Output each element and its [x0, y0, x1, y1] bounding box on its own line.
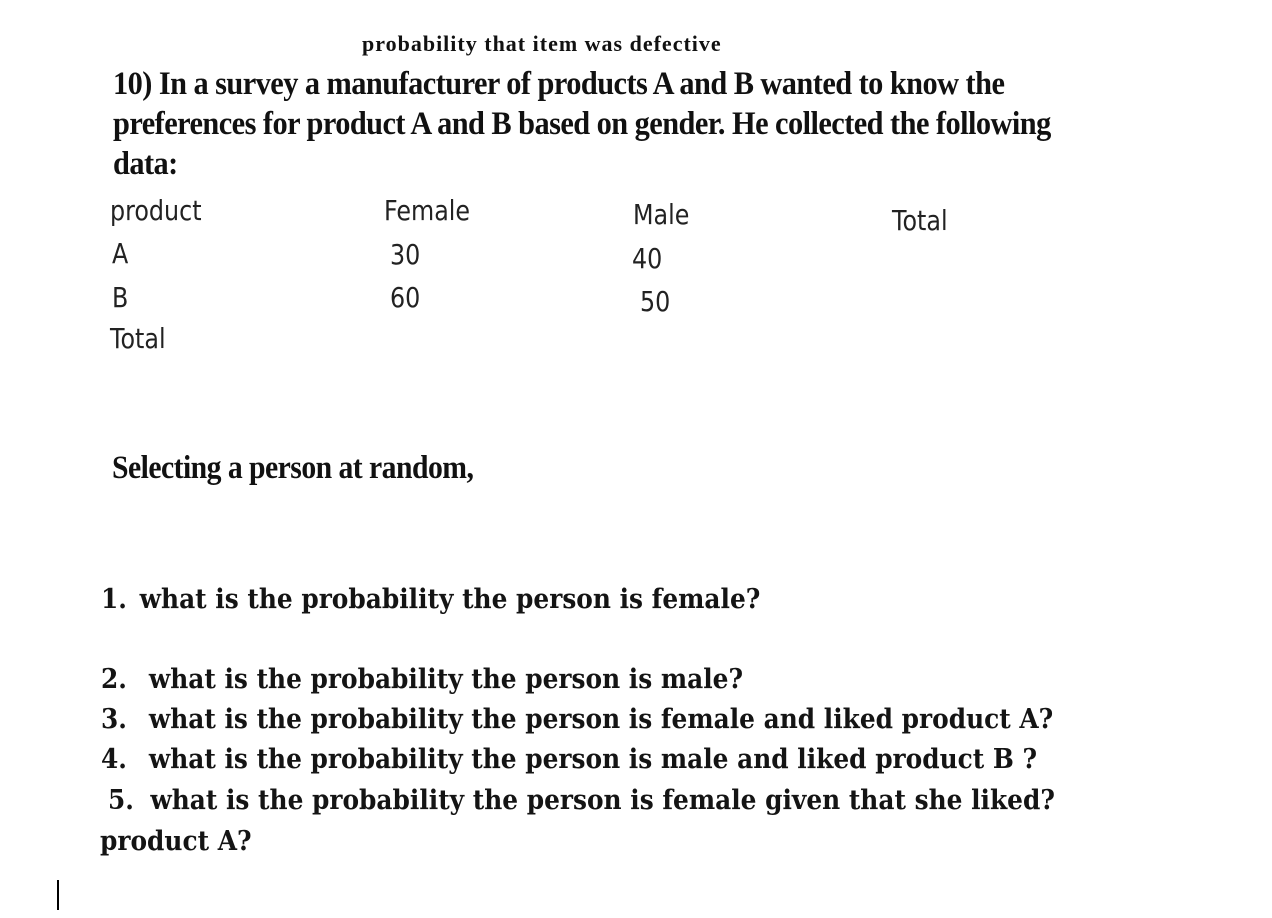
question-text: what is the probability the person is female given that she liked? [150, 785, 1055, 816]
row-b-male: 50 [640, 285, 671, 318]
question-text: what is the probability the person is female? [139, 584, 761, 615]
question-item-2 [101, 664, 743, 695]
row-total-label: Total [110, 322, 166, 355]
question-text: what is the probability the person is female and liked product A? [148, 704, 1054, 735]
question-number: 3. [101, 704, 127, 735]
header-female: Female [384, 194, 471, 227]
row-a-label: A [112, 237, 129, 270]
question-number: 5. [108, 785, 134, 816]
question-item-5 [108, 785, 1055, 816]
clipped-previous-line [362, 31, 862, 56]
row-b-female: 60 [390, 281, 421, 314]
question-item-4 [101, 744, 1037, 775]
question-number: 2. [101, 664, 127, 695]
question-text: what is the probability the person is male and liked product B ? [148, 744, 1038, 775]
row-a-male: 40 [632, 242, 663, 275]
question-item-3 [101, 704, 1053, 735]
instruction-text: Selecting a person at random, [112, 450, 474, 486]
row-b-label: B [112, 281, 129, 314]
question-item-1 [101, 584, 760, 615]
question-item-5-continuation: product A? [100, 826, 252, 857]
question-number: 4. [101, 744, 127, 775]
question-number: 1. [101, 584, 127, 615]
question-title: 10) In a survey a manufacturer of products A and B wanted to know the preferences for product A and B based on gender. He collected the following data: [113, 66, 1051, 182]
header-product: product [110, 194, 202, 227]
header-male: Male [633, 198, 690, 231]
question-text: what is the probability the person is male? [148, 664, 744, 695]
row-a-female: 30 [390, 238, 421, 271]
header-total: Total [892, 204, 948, 237]
clipped-previous-line-text: probability that item was defective [362, 31, 722, 56]
margin-mark [57, 880, 59, 910]
